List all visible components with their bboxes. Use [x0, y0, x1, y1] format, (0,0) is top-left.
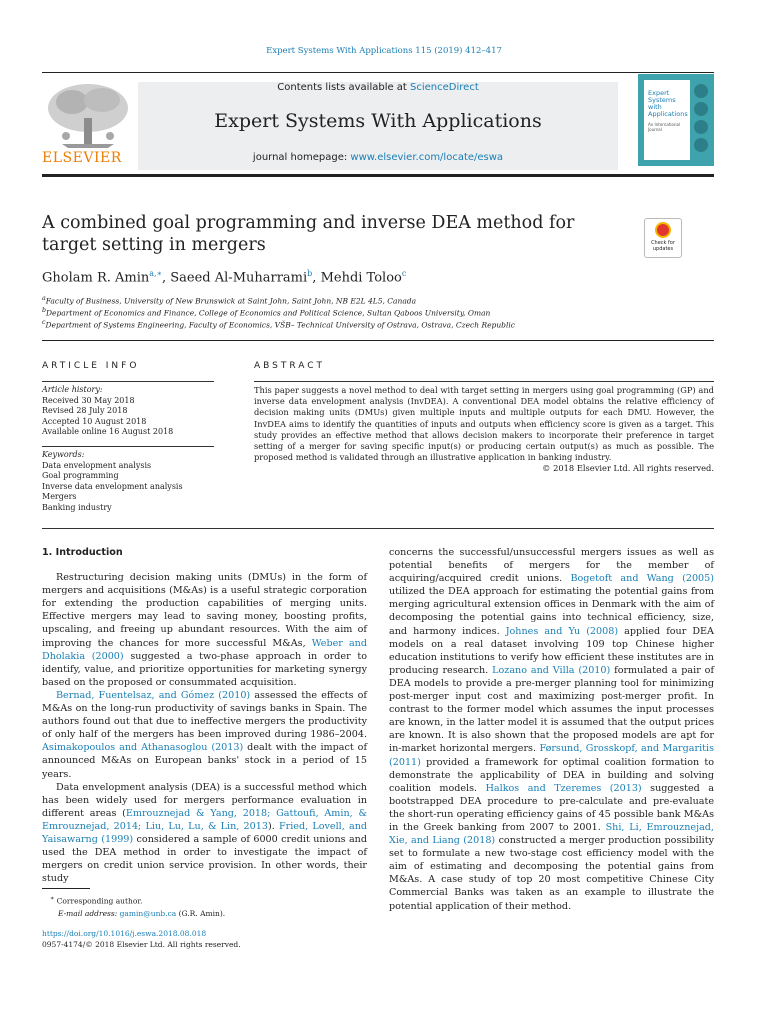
paragraph-text: formulated a pair of DEA models to provide a pre-merger planning tool for minimizing post-merger input cost and maximizing post-merger profit. In contrast to the former model which assumes the input processes are known, in the latter model it is assumed that the output prices are known. It is also shown that the proposed models are apt for in-market horizontal mergers. — [389, 664, 714, 755]
paragraph-text: Restructuring decision making units (DMUs) in the form of mergers and acquisitions (M&As) is a useful strategic corporation for extending the production capabilities of merging units. Effective mergers may lead to saving money, boosting profits, upscaling, and freeing up abundant resources. With the aim of improving the chances for more successful M&As, — [42, 572, 367, 649]
article-info-heading: ARTICLE INFO — [42, 361, 140, 371]
contents-prefix: Contents lists available at — [277, 82, 411, 93]
cover-side-graphic — [694, 84, 710, 160]
citation-link[interactable]: Weber and Dholakia (2000) — [42, 637, 368, 662]
journal-homepage-link[interactable]: www.elsevier.com/locate/eswa — [350, 152, 504, 163]
abstract-bottom-rule — [42, 528, 714, 529]
doi-block — [42, 928, 342, 950]
abstract-copyright: © 2018 Elsevier Ltd. All rights reserved. — [542, 463, 714, 474]
affiliations-rule — [42, 340, 714, 341]
affiliation — [42, 319, 515, 330]
contents-available-line — [138, 82, 618, 93]
author-affiliation-link[interactable]: a,∗ — [149, 269, 162, 278]
abstract-text: This paper suggests a novel method to deal with target setting in mergers using goal programming (GP) and inverse data envelopment analysis (InvDEA). A conventional DEA model obtains the relative efficiency of decision making units (DMUs) given multiple inputs and multiple outputs for each DMU. However, the InvDEA aims to identify the quantities of inputs and outputs when efficiency score is given as a target. This study provides an effective method that allows decision makers to incorporate their preference in target setting of a merger for saving specific input(s) or producing certain output(s) as much as possible. The proposed method is validated through an illustrative application in banking industry. — [254, 385, 714, 463]
citation-link[interactable]: Asimakopoulos and Athanasoglou (2013) — [42, 742, 244, 754]
body-left-column — [42, 546, 367, 885]
body-paragraph — [42, 571, 367, 689]
keyword: Mergers — [42, 492, 77, 501]
paragraph-text: assessed the effects of M&As on the long-run productivity of savings banks in Spain. The authors found out that due to ineffective mergers the productivity of only half of the mergers has been improved during 1986–2004. — [42, 689, 367, 741]
corresponding-author-label: Corresponding author. — [56, 896, 143, 906]
right-paragraphs — [389, 546, 714, 913]
affiliation-marker: c — [42, 319, 46, 326]
journal-cover-thumbnail[interactable] — [638, 74, 714, 166]
body-paragraph — [42, 781, 367, 886]
abstract-body — [254, 385, 714, 475]
paragraph-text: suggested a bootstrapped DEA procedure to pre-calculate and pre-evaluate the short-run operating efficiency gains of 45 possible bank M&As in the Greek banking from 2007 to 2001. — [389, 782, 714, 833]
sciencedirect-link[interactable]: ScienceDirect — [410, 82, 479, 93]
citation-link[interactable]: Halkos and Tzeremes (2013) — [485, 782, 642, 794]
history-item: Accepted 10 August 2018 — [42, 416, 147, 426]
paragraph-text: suggested a two-phase approach in order to identify, value, and prioritize opportunities for marketing synergy based on the proposed or consummated acquisition. — [42, 650, 367, 688]
abstract-heading: ABSTRACT — [254, 361, 326, 371]
journal-title: Expert Systems With Applications — [214, 110, 542, 132]
affiliation-marker: a — [42, 295, 46, 302]
cover-inner-panel — [644, 80, 690, 160]
check-updates-icon — [655, 222, 671, 238]
corresponding-author-footnote — [42, 893, 342, 920]
footnote-rule — [42, 888, 90, 889]
author-list: Gholam R. Amin$^{a,∗}$, Saeed Al-Muharrami$^b$, Mehdi Toloo$^c$ — [42, 269, 407, 286]
left-paragraphs — [42, 571, 367, 885]
paper-title: A combined goal programming and inverse DEA method for target setting in mergers — [42, 213, 575, 255]
author-name: Saeed Al-Muharrami — [170, 270, 308, 286]
citation-link[interactable]: Bernad, Fuentelsaz, and Gómez (2010) — [56, 689, 251, 701]
author-name: Mehdi Toloo — [320, 270, 402, 286]
cover-subtitle: An International Journal — [648, 122, 681, 132]
history-item: Available online 16 August 2018 — [42, 427, 174, 436]
citation-link[interactable]: Johnes and Yu (2008) — [505, 625, 619, 637]
paragraph-text: dealt with the impact of announced M&As on European banks' stock in a period of 15 years. — [42, 742, 367, 780]
section-heading-introduction: 1. Introduction — [42, 547, 123, 558]
affiliation-text: Department of Systems Engineering, Faculty of Economics, VŠB– Technical University of Ostrava, Ostrava, Czech Republic — [45, 320, 515, 330]
affiliation — [42, 295, 416, 306]
header-top-rule — [42, 72, 714, 73]
paragraph-text: applied four DEA models on a real dataset involving 109 top Chinese higher education institutions to verify how efficient these institutes are in producing research. — [389, 625, 714, 676]
body-paragraph — [42, 689, 367, 781]
author-name: Gholam R. Amin — [42, 270, 150, 286]
check-for-updates-button[interactable] — [644, 218, 682, 258]
keywords-rule — [42, 446, 214, 447]
cover-title: Expert Systems with Applications — [648, 89, 688, 118]
journal-homepage-line — [138, 152, 618, 163]
citation-link[interactable]: Emrouznejad & Yang, 2018; Gattoufi, Amin, & Emrouznejad, 2014; Liu, Lu, Lu, & Lin, 2013 — [42, 807, 367, 832]
abstract-rule — [254, 381, 714, 382]
keywords-block — [42, 450, 217, 513]
journal-reference-link[interactable]: Expert Systems With Applications 115 (2019) 412–417 — [266, 46, 502, 56]
paragraph-text: constructed a merger production possibility set to formulate a new two-stage cost efficiency model with the aim of estimating and decomposing the potential gains from M&As. A case study of top 20 most competitive Chinese City Commercial Banks was taken as an example to illustrate the potential application of their method. — [389, 835, 714, 912]
header-bottom-rule — [42, 174, 714, 177]
paragraph-text: provided a framework for optimal coalition formation to demonstrate the applicability of DEA in building and solving coalition models. — [389, 756, 714, 794]
history-item: Received 30 May 2018 — [42, 395, 135, 405]
paragraph-text: utilized the DEA approach for estimating the potential gains from merging agricultural extension offices in Denmark with the aim of decomposing the potential gains into technical efficiency, size, and harmony indices. — [389, 586, 714, 637]
check-updates-label: Check for updates — [651, 240, 675, 252]
affiliation-text: Faculty of Business, University of New Brunswick at Saint John, Saint John, NB E2L 4L5, Canada — [45, 296, 417, 306]
history-label: Article history: — [42, 385, 103, 394]
body-right-column — [389, 546, 714, 913]
citation-link[interactable]: Lozano and Villa (2010) — [492, 664, 611, 676]
issn-line: 0957-4174/© 2018 Elsevier Ltd. All rights reserved. — [42, 940, 241, 949]
email-label: E-mail address: — [58, 908, 120, 918]
author-affiliation-link[interactable]: c — [401, 269, 407, 278]
keywords-label: Keywords: — [42, 450, 85, 459]
keyword: Banking industry — [42, 502, 112, 512]
paragraph-text: Data envelopment analysis (DEA) is a successful method which has been widely used for mergers performance evaluation in different areas ( — [42, 781, 367, 819]
citation-link[interactable]: Førsund, Grosskopf, and Margaritis (2011) — [389, 743, 714, 768]
article-info-rule — [42, 381, 214, 382]
article-history — [42, 385, 217, 438]
citation-link[interactable]: Fried, Lovell, and Yaisawarng (1999) — [42, 820, 368, 845]
citation-link[interactable]: Shi, Li, Emrouznejad, Xie, and Liang (2018) — [389, 821, 714, 847]
paragraph-text: concerns the successful/unsuccessful mergers issues as well as potential benefits of mergers for the member of acquiring/acquired credit unions. — [389, 547, 714, 585]
author-affiliation-link[interactable]: b — [307, 269, 313, 278]
paragraph-text: considered a sample of 6000 credit unions and used the DEA method in order to investigate the impact of mergers on credit union service provision. In other words, their study — [42, 833, 367, 885]
corresponding-mark: ∗ — [50, 895, 55, 902]
doi-link[interactable]: https://doi.org/10.1016/j.eswa.2018.08.018 — [42, 929, 207, 938]
affiliation — [42, 307, 490, 318]
elsevier-wordmark: ELSEVIER — [42, 150, 122, 166]
body-paragraph — [389, 546, 714, 913]
citation-link[interactable]: Bogetoft and Wang (2005) — [570, 573, 714, 585]
affiliation-text: Department of Economics and Finance, College of Economics and Political Science, Sultan Qaboos University, Oman — [46, 308, 491, 318]
keyword: Data envelopment analysis — [42, 460, 152, 470]
history-item: Revised 28 July 2018 — [42, 406, 128, 415]
keyword: Inverse data envelopment analysis — [42, 481, 183, 491]
email-suffix: (G.R. Amin). — [176, 908, 226, 918]
affiliation-marker: b — [42, 307, 47, 314]
author-email-link[interactable]: gamin@unb.ca — [119, 908, 177, 918]
keyword: Goal programming — [42, 471, 119, 480]
paragraph-text: ). — [267, 820, 279, 832]
homepage-prefix: journal homepage: — [252, 152, 351, 163]
